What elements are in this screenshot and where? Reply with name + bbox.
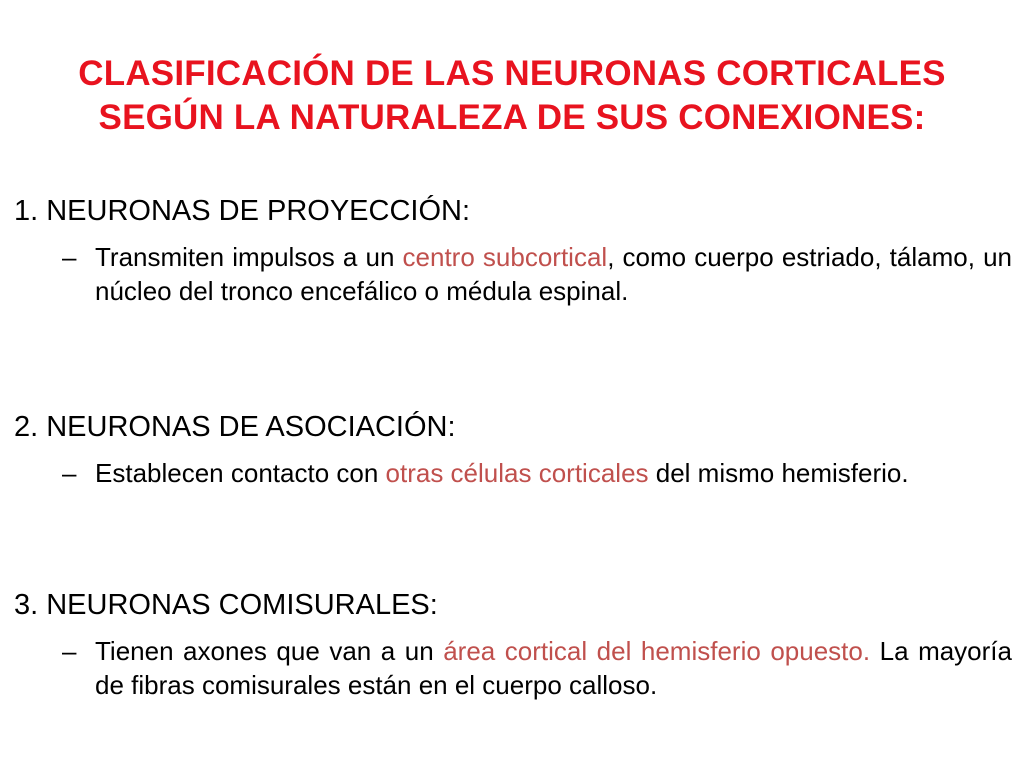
bullet-text-before: Establecen contacto con (95, 458, 386, 488)
section-heading-asociacion: 2. NEURONAS DE ASOCIACIÓN: (14, 411, 456, 443)
section-heading-proyeccion: 1. NEURONAS DE PROYECCIÓN: (14, 195, 471, 227)
title-line-1: CLASIFICACIÓN DE LAS NEURONAS CORTICALES (78, 54, 946, 93)
title-line-2: SEGÚN LA NATURALEZA DE SUS CONEXIONES: (98, 98, 926, 137)
bullet-dash: – (62, 242, 77, 272)
bullet-text (95, 456, 1012, 490)
bullet-text-before: Transmiten impulsos a un (95, 242, 403, 272)
highlight-term: centro subcortical (402, 242, 608, 272)
bullet-text (95, 240, 1012, 308)
highlight-term: otras células corticales (385, 458, 649, 488)
slide-title (40, 52, 984, 140)
bullet-dash: – (62, 458, 77, 488)
bullet-text (95, 634, 1012, 702)
bullet-text-after: , como cuerpo estriado, tálamo, un núcleo del tronco encefálico o médula espinal. (95, 242, 1012, 306)
bullet-comisurales (62, 634, 1012, 702)
bullet-text-after: La mayoría de fibras comisurales están en el cuerpo calloso. (95, 636, 1012, 700)
highlight-term: área cortical del hemisferio opuesto. (443, 636, 871, 666)
bullet-dash: – (62, 636, 77, 666)
bullet-proyeccion (62, 240, 1012, 308)
bullet-text-after: del mismo hemisferio. (648, 458, 909, 488)
section-heading-comisurales: 3. NEURONAS COMISURALES: (14, 589, 438, 621)
bullet-asociacion (62, 456, 1012, 490)
bullet-text-before: Tienen axones que van a un (95, 636, 444, 666)
